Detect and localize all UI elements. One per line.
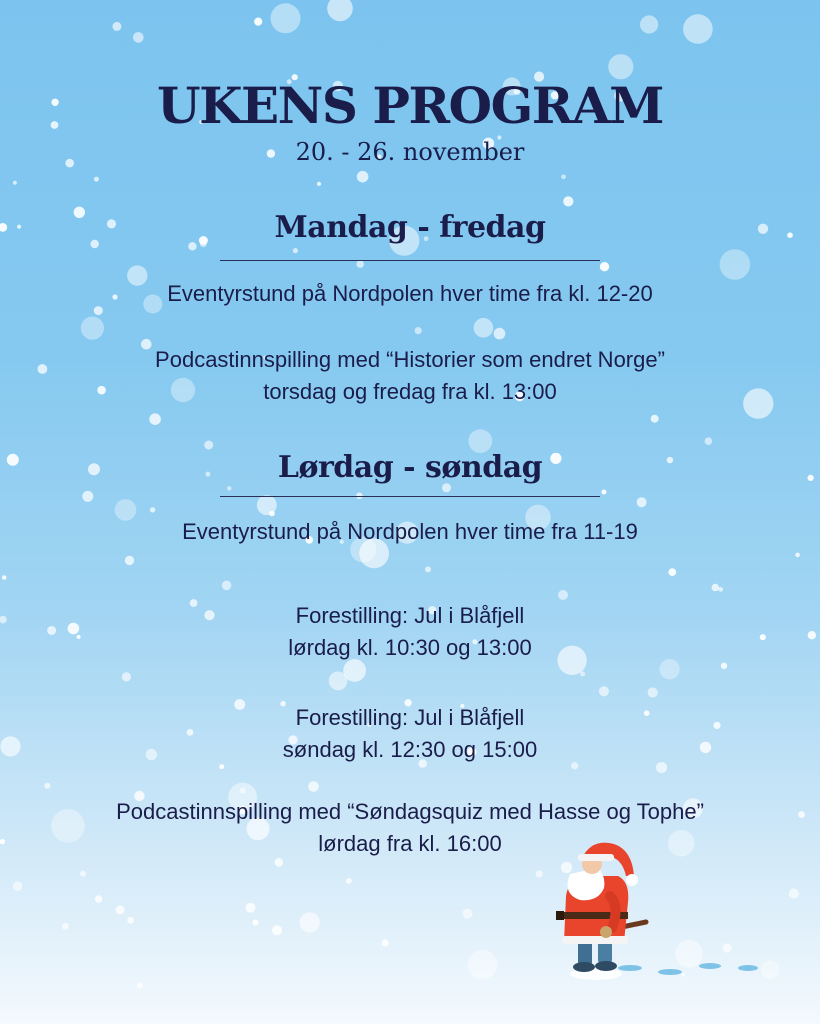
item-line: Forestilling: Jul i Blåfjell: [295, 603, 525, 628]
snowflake: [356, 260, 364, 268]
snowflake: [272, 925, 282, 935]
snowflake: [62, 923, 69, 930]
snowflake: [463, 909, 473, 919]
snowflake: [13, 181, 17, 185]
list-item: [0, 278, 820, 310]
snowflake: [222, 581, 232, 591]
snowflake: [415, 327, 422, 334]
snowflake: [300, 912, 320, 932]
snowflake: [640, 15, 658, 33]
snowflake: [720, 249, 751, 280]
snowflake: [271, 3, 301, 33]
snowflake: [705, 437, 713, 445]
snowflake: [13, 881, 23, 891]
snowflake: [425, 566, 431, 572]
snowflake: [346, 878, 352, 884]
item-line: søndag kl. 12:30 og 15:00: [282, 737, 538, 762]
snowflake: [536, 870, 543, 877]
snowflake: [149, 413, 161, 425]
date-range: 20. - 26. november: [295, 138, 525, 166]
item-line: Podcastinnspilling med “Historier som endret Norge”: [155, 347, 665, 372]
snowflake: [561, 174, 566, 179]
snowflake: [601, 490, 606, 495]
snowflake: [558, 590, 568, 600]
item-line: lørdag kl. 10:30 og 13:00: [288, 635, 532, 660]
item-line: Forestilling: Jul i Blåfjell: [295, 705, 525, 730]
snowflake: [82, 491, 93, 502]
snowflake: [718, 587, 723, 592]
list-item: [0, 702, 820, 766]
snowflake: [648, 687, 658, 697]
snowflake: [308, 781, 319, 792]
snowflake: [668, 568, 676, 576]
item-line: Eventyrstund på Nordpolen hver time fra kl. 12-20: [167, 281, 653, 306]
snowflake: [125, 556, 134, 565]
snowflake: [137, 983, 143, 989]
snowflake: [127, 917, 134, 924]
snowflake: [122, 672, 131, 681]
snowflake: [494, 328, 506, 340]
snowflake: [712, 584, 720, 592]
snowflake: [133, 32, 144, 43]
snowflake: [44, 783, 50, 789]
snowflake: [789, 888, 799, 898]
snowflake: [468, 950, 498, 980]
page-title: UKENS PROGRAM: [157, 76, 663, 135]
snowflake: [357, 171, 369, 183]
section-divider: [220, 260, 600, 261]
snowflake: [253, 920, 259, 926]
snowflake: [327, 0, 353, 21]
snowflake: [293, 248, 298, 253]
snowflake: [94, 177, 99, 182]
snowflake: [116, 905, 125, 914]
snowflake: [651, 415, 659, 423]
list-item: [0, 600, 820, 664]
snowflake: [474, 318, 494, 338]
snowflake: [254, 18, 262, 26]
item-line: Podcastinnspilling med “Søndagsquiz med Hasse og Tophe”: [116, 799, 704, 824]
snowflake: [150, 507, 155, 512]
snowflake: [599, 686, 609, 696]
item-line: Eventyrstund på Nordpolen hver time fra 11-19: [182, 519, 638, 544]
list-item: [0, 796, 820, 860]
snowflake: [683, 14, 713, 44]
snowflake: [382, 939, 389, 946]
snowflake: [245, 903, 255, 913]
item-line: torsdag og fredag fra kl. 13:00: [263, 379, 557, 404]
snowflake: [637, 497, 647, 507]
list-item: [0, 344, 820, 408]
list-item: [0, 516, 820, 548]
snowflake: [600, 262, 609, 271]
snowflake: [317, 182, 321, 186]
snowflake: [112, 22, 121, 31]
section-heading-weekdays: Mandag - fredag: [274, 210, 546, 245]
snowflake: [81, 317, 104, 340]
snowflake: [580, 671, 585, 676]
snowflake: [2, 575, 7, 580]
snowflake: [795, 553, 800, 558]
snowflake: [723, 944, 732, 953]
snowflake: [80, 871, 86, 877]
section-divider: [220, 496, 600, 497]
item-line: lørdag fra kl. 16:00: [318, 831, 502, 856]
section-heading-weekend: Lørdag - søndag: [277, 450, 543, 485]
snowflake: [563, 196, 573, 206]
snowflake: [95, 895, 102, 902]
